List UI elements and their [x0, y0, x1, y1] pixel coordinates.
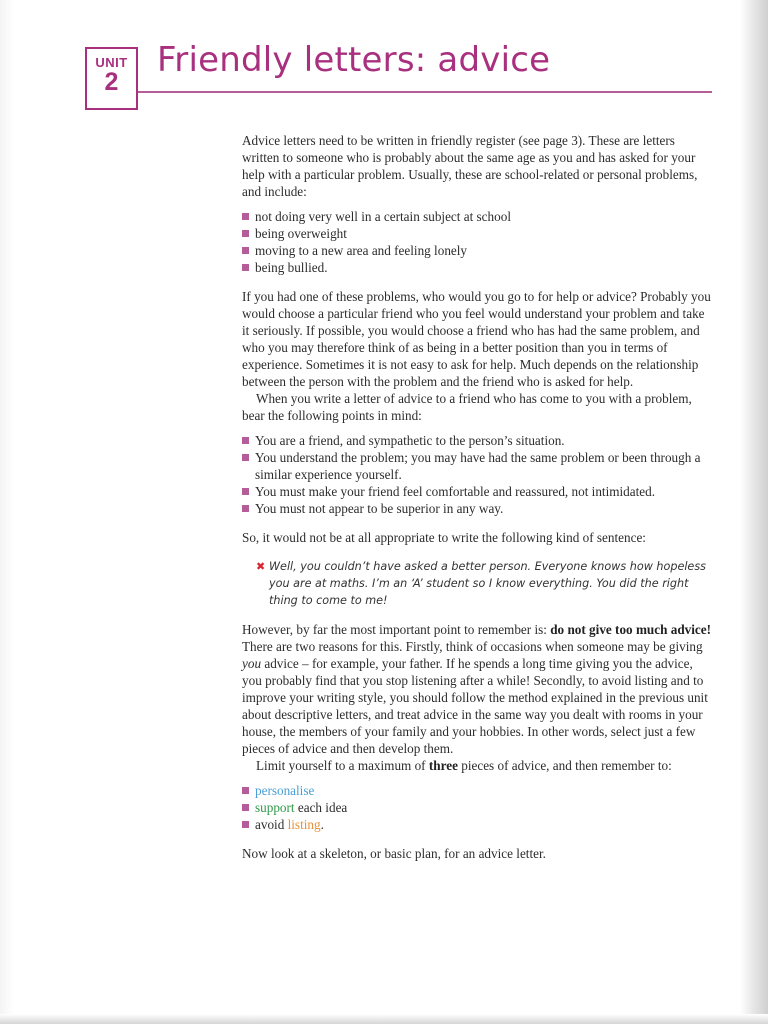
unit-number: 2 [104, 68, 119, 96]
square-bullet-icon [242, 821, 249, 828]
unit-label: UNIT [95, 55, 128, 70]
square-bullet-icon [242, 804, 249, 811]
square-bullet-icon [242, 230, 249, 237]
list-item: You must not appear to be superior in any way. [242, 500, 712, 517]
unit-badge [85, 47, 138, 110]
paragraph-most-important: However, by far the most important point to remember is: do not give too much advice! There are two reasons for this. Firstly, think of occasions when someone may be giving you advice – for example, your father. If he spends a long time giving you the advice, you probably find that you stop listening after a while! Secondly, to avoid listing and to improve your writing style, you should follow the method explained in the previous unit about descriptive letters, and treat advice in the same way you dealt with rooms in your house, the members of your family and your hobbies. In other words, select just a few pieces of advice and then develop them. [242, 622, 712, 756]
points-list [242, 432, 712, 517]
square-bullet-icon [242, 454, 249, 461]
square-bullet-icon [242, 488, 249, 495]
square-bullet-icon [242, 505, 249, 512]
body-text [242, 132, 712, 862]
title-underline [138, 91, 712, 93]
square-bullet-icon [242, 247, 249, 254]
closing-sentence: Now look at a skeleton, or basic plan, for an advice letter. [242, 846, 546, 861]
cross-mark-icon: ✖ [256, 560, 266, 573]
square-bullet-icon [242, 213, 249, 220]
intro-paragraph: Advice letters need to be written in friendly register (see page 3). These are letters written to someone who is probably about the same age as you and has asked for your help with a particular problem. Usually, these are school-related or personal problems, and include: [242, 133, 698, 199]
page-edge [0, 1014, 768, 1024]
list-item: avoid listing. [242, 816, 712, 833]
paragraph-who-to-ask: If you had one of these problems, who would you go to for help or advice? Probably you would choose a particular friend who you feel would understand your problem and take it seriously. If possible, you would choose a friend who has had the same problem, and who you may therefore think of as being in a better position than you in terms of experience. Sometimes it is not easy to ask for help. Much depends on the relationship between the person with the problem and the friend who is asked for help. [242, 289, 711, 389]
list-item: being bullied. [242, 259, 712, 276]
list-item: not doing very well in a certain subject at school [242, 208, 712, 225]
page-title: Friendly letters: advice [157, 40, 551, 80]
list-item: being overweight [242, 225, 712, 242]
list-item: personalise [242, 782, 712, 799]
paragraph-bear-in-mind: When you write a letter of advice to a friend who has come to you with a problem, bear the following points in mind: [242, 391, 692, 423]
list-item: support each idea [242, 799, 712, 816]
list-item: moving to a new area and feeling lonely [242, 242, 712, 259]
paragraph-not-appropriate: So, it would not be at all appropriate to write the following kind of sentence: [242, 530, 646, 545]
bad-example-sentence: ✖ Well, you couldn’t have asked a better person. Everyone knows how hopeless you are at maths. I’m an ‘A’ student so I know everything. You did the right thing to come to me! [256, 560, 706, 607]
paragraph-limit: Limit yourself to a maximum of three pieces of advice, and then remember to: [256, 758, 672, 773]
square-bullet-icon [242, 437, 249, 444]
problem-list [242, 208, 712, 276]
square-bullet-icon [242, 264, 249, 271]
list-item: You understand the problem; you may have had the same problem or been through a similar experience yourself. [242, 449, 712, 483]
list-item: You are a friend, and sympathetic to the person’s situation. [242, 432, 712, 449]
remember-list [242, 782, 712, 833]
list-item: You must make your friend feel comfortable and reassured, not intimidated. [242, 483, 712, 500]
square-bullet-icon [242, 787, 249, 794]
